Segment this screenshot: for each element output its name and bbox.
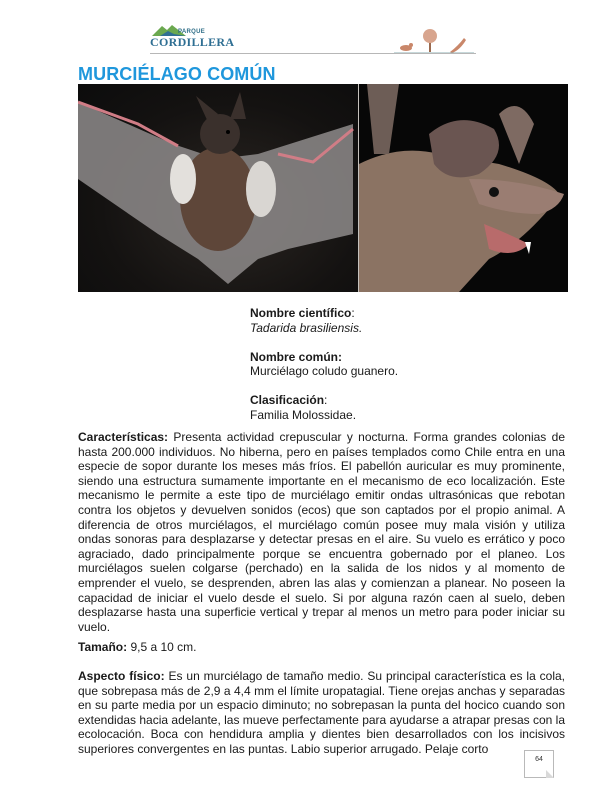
caracteristicas-label: Características: xyxy=(78,430,169,444)
scientific-name-value: Tadarida brasiliensis. xyxy=(250,320,363,335)
tamano-paragraph xyxy=(78,640,565,655)
scientific-name-label: Nombre científico xyxy=(250,306,352,320)
caracteristicas-paragraph xyxy=(78,430,565,634)
logo-text-parque: PARQUE xyxy=(178,29,206,35)
scientific-name-block xyxy=(250,306,398,335)
bat-wings-spread-icon xyxy=(78,84,358,292)
colon: : xyxy=(351,306,355,320)
common-name-label: Nombre común: xyxy=(250,349,343,364)
tamano-label: Tamaño: xyxy=(78,640,128,654)
page-fold-icon xyxy=(546,770,554,778)
colon: : xyxy=(324,393,328,407)
aspecto-text: Es un murciélago de tamaño medio. Su principal característica es la cola, que sobrepasa más de 2,9 a 4,4 mm el límite uropatagial. Tiene orejas anchas y separadas en su parte media por un espacio diminuto; no sobrepasan la punta del hocico cuando son extendidas hacia adelante, las mueve perfectamente para ayudarse a atrapar presas con la ecolocación. Boca con hendidura amplia y dientes bien desarrollados con los incisivos superiores convergentes en las puntas. Labio superior arrugado. Pelaje corto xyxy=(78,669,566,756)
bat-closeup-photo xyxy=(359,84,568,292)
page-title: MURCIÉLAGO COMÚN xyxy=(78,64,276,84)
aspecto-paragraph xyxy=(78,669,565,757)
classification-value: Familia Molossidae. xyxy=(250,407,357,422)
species-info xyxy=(250,306,398,437)
page-number-badge xyxy=(524,750,554,778)
photo-strip xyxy=(78,84,568,292)
aspecto-label: Aspecto físico: xyxy=(78,669,165,683)
classification-label: Clasificación xyxy=(250,393,325,407)
page-number: 64 xyxy=(535,756,543,763)
common-name-block xyxy=(250,350,398,379)
tamano-text: 9,5 a 10 cm. xyxy=(127,640,197,654)
bat-head-closeup-icon xyxy=(359,84,568,292)
header-rule xyxy=(150,53,476,54)
common-name-value: Murciélago coludo guanero. xyxy=(250,364,399,378)
logo-text-cordillera: CORDILLERA xyxy=(150,35,235,49)
classification-block xyxy=(250,393,398,422)
page-header xyxy=(146,20,476,54)
bat-flying-photo xyxy=(78,84,358,292)
caracteristicas-text: Presenta actividad crepuscular y nocturna. Forma grandes colonias de hasta 200.000 individuos. No hiberna, pero en países templados como Chile entra en una especie de sopor durante los meses más fríos. El pabellón auricular es muy prominente, siendo una estructura sumamente importante en el mecanismo de eco localización. Este mecanismo le permite a este tipo de murciélago emitir ondas ultrasónicas que rebotan contra los objetos y devuelven sonidos (ecos) que son captados por el propio animal. A diferencia de otros murciélagos, el murciélago común posee muy mala visión y utiliza ondas sonoras para desplazarse y detectar presas en el aire. Su vuelo es errático y poco agraciado, dado principalmente porque se encuentra gobernado por el planeo. Los murciélagos suelen colgarse (perchado) en la salida de los nidos y al momento de emprender el vuelo, se desprenden, abren las alas y comienzan a planear. No poseen la capacidad de iniciar el vuelo desde el suelo. Si por alguna razón caen al suelo, deben desplazarse hasta una superficie vertical y trepar al menos un metro para poder iniciar su vuelo. xyxy=(78,430,565,634)
fauna-tree-illustration-icon xyxy=(394,26,474,54)
